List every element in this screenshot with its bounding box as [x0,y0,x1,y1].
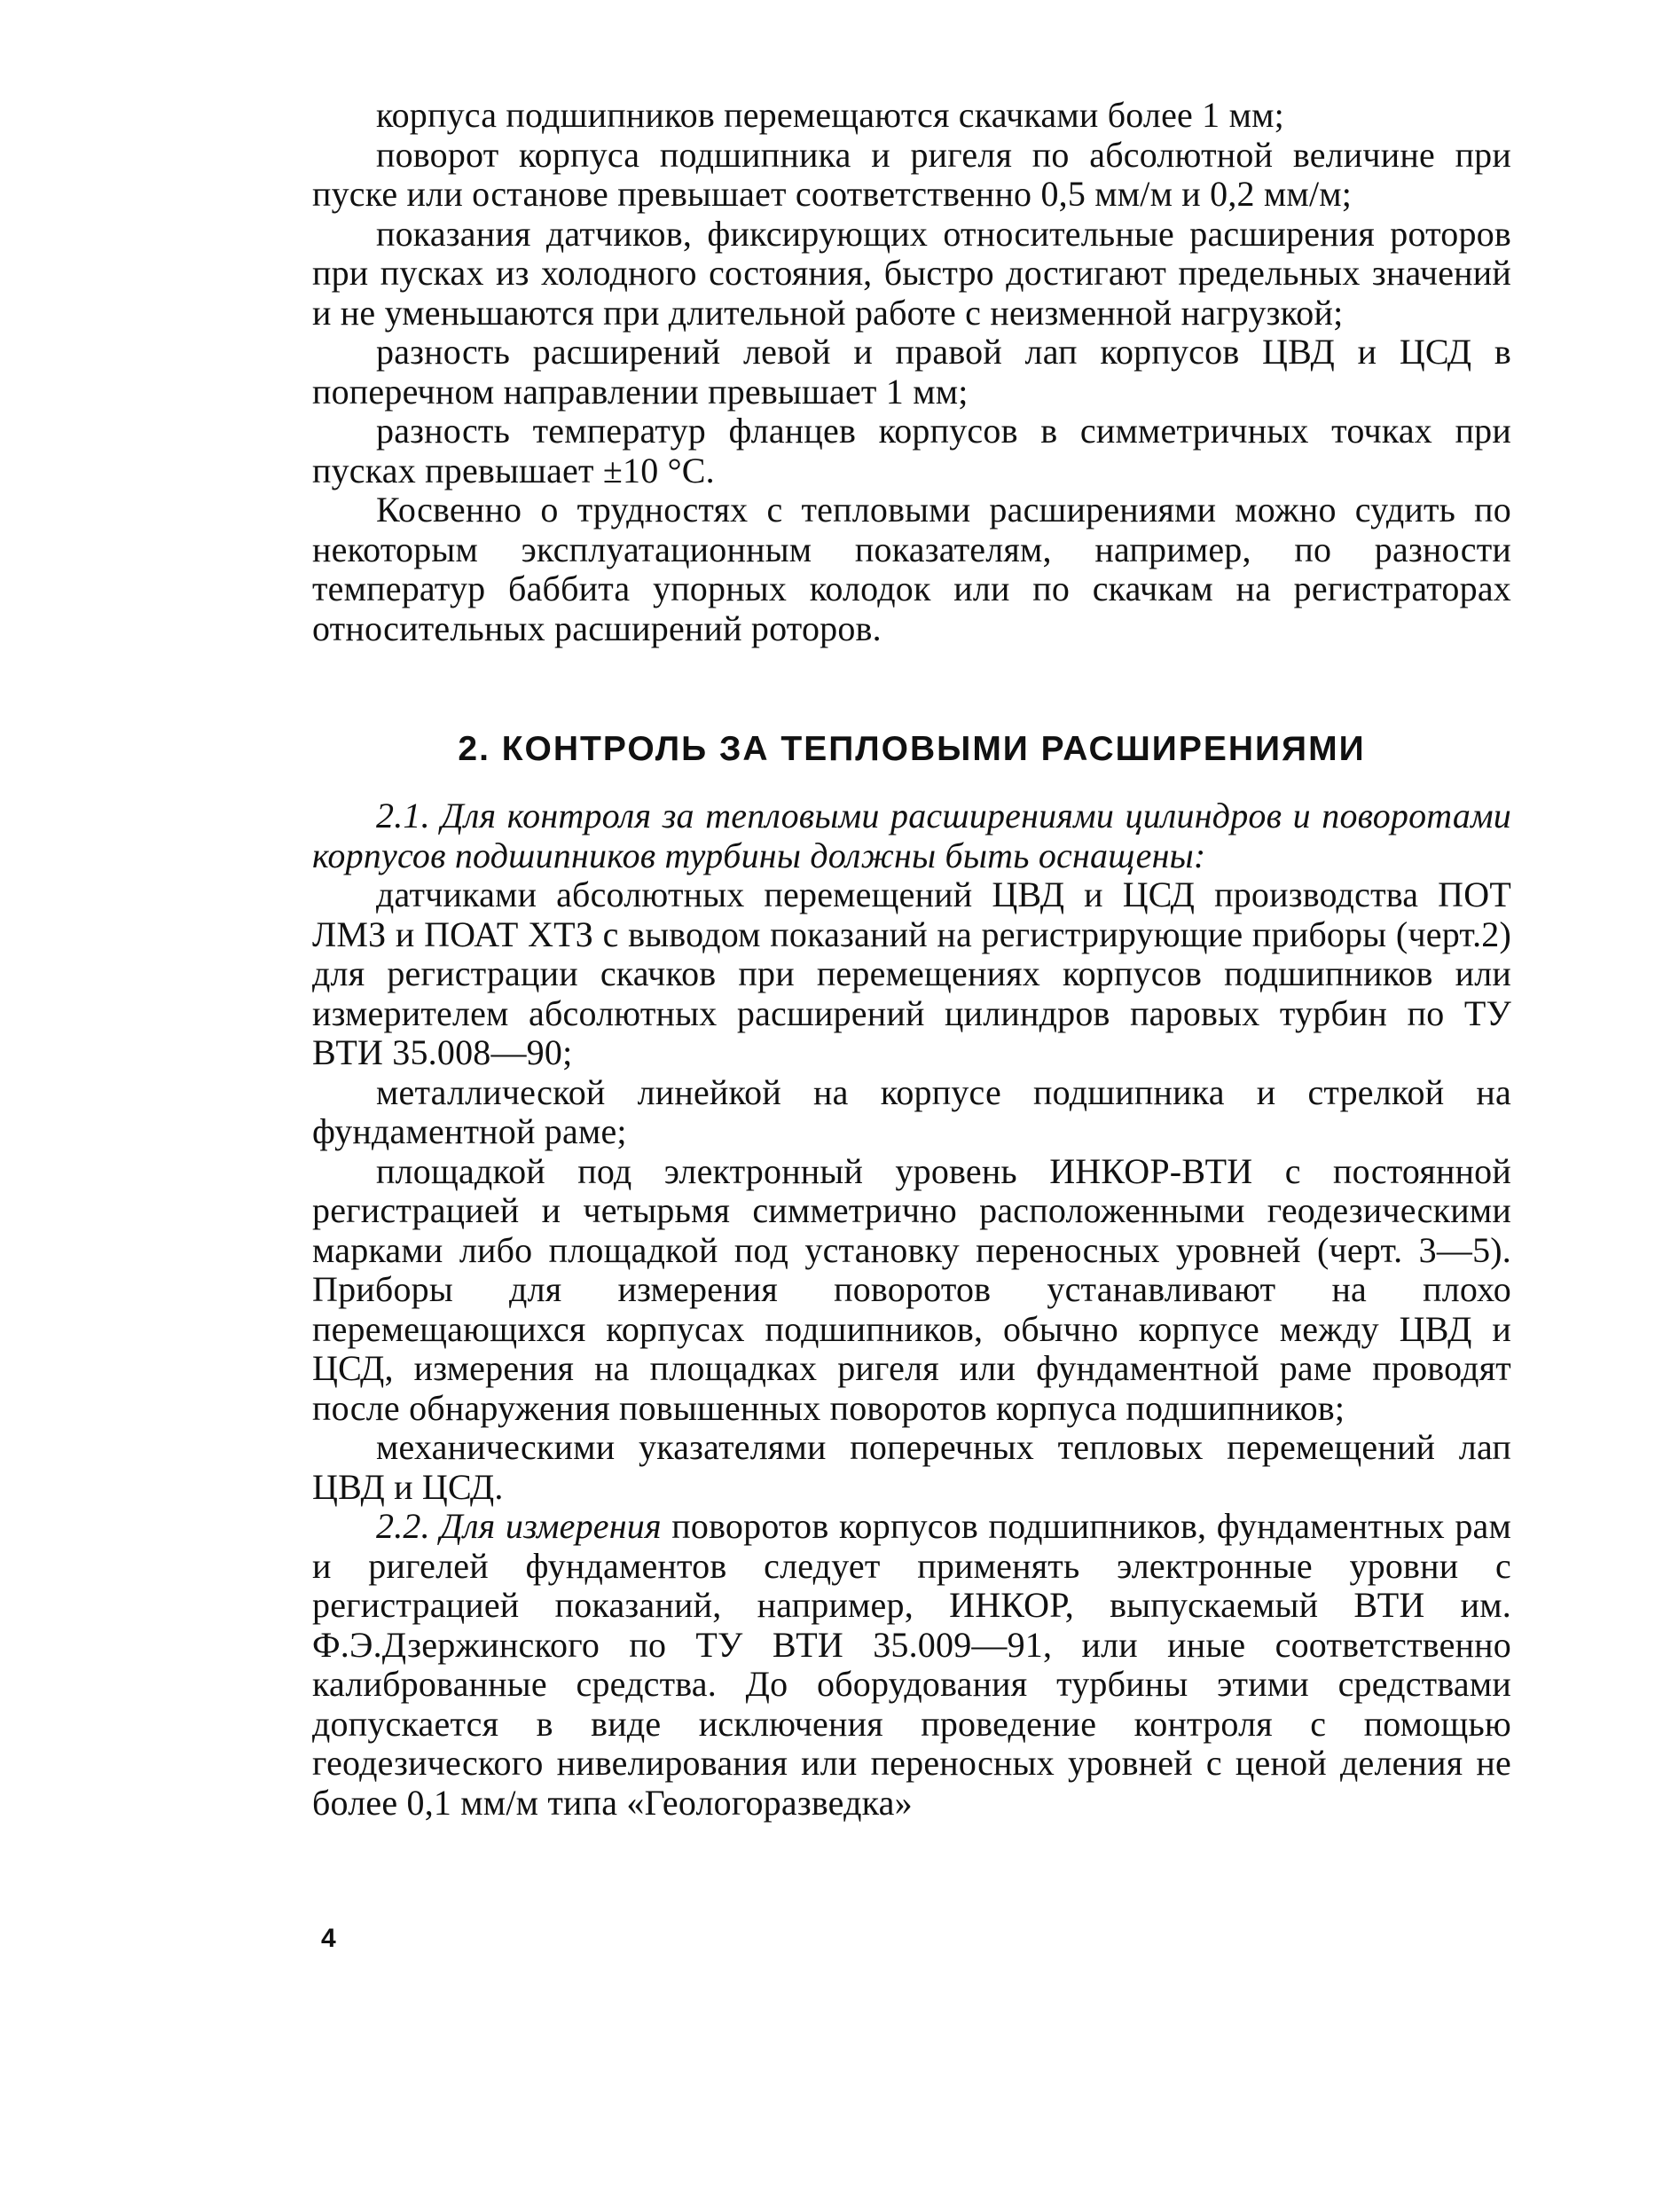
list-item-housing-jumps: корпуса подшипников перемещаются скачками более 1 мм; [376,95,1284,135]
text-column [312,96,1511,1823]
section-heading: 2. КОНТРОЛЬ ЗА ТЕПЛОВЫМИ РАСШИРЕНИЯМИ [458,730,1366,768]
clause-2-2-text: поворотов корпусов подшипников, фундаментных рам и ригелей фундаментов следует применять электронные уровни с регистрацией показаний, например, ИНКОР, выпускаемый ВТИ им. Ф.Э.Дзержинского по ТУ ВТИ 35.009—91, или иные соответственно калиброванные средства. До оборудования турбины этими средствами допускается в виде исключения проведение контроля с помощью геодезического нивелирования или переносных уровней с ценой деления не более 0,1 мм/м типа «Геологоразведка» [312,1506,1511,1823]
indirect-indicators-paragraph: Косвенно о трудностях с тепловыми расширениями можно судить по некоторым эксплуатационным показателям, например, по разности температур баббита упорных колодок или по скачкам на регистраторах относительных расширений роторов. [312,490,1511,648]
clause-2-1-item-level-platform: площадкой под электронный уровень ИНКОР-ВТИ с постоянной регистрацией и четырьмя симметрично расположенными геодезическими марками либо площадкой под установку переносных уровней (черт. 3—5). Приборы для измерения поворотов устанавливают на плохо перемещающихся корпусах подшипников, обычно корпусе между ЦВД и ЦСД, измерения на площадках ригеля или фундаментной раме проводят после обнаружения повышенных поворотов корпуса подшипников; [312,1150,1511,1428]
list-item-sensor-readings: показания датчиков, фиксирующих относительные расширения роторов при пусках из холодного состояния, быстро достигают предельных значений и не уменьшаются при длительной работе с неизменной нагрузкой; [312,213,1511,333]
page-number: 4 [321,1924,336,1953]
clause-2-2-italic-lead: 2.2. Для измерения [376,1506,662,1546]
list-item-flange-temperature: разность температур фланцев корпусов в симметричных точках при пусках превышает ±10 °С. [312,411,1511,490]
clause-2-2-paragraph [312,1507,1511,1823]
clause-2-1-item-pointers: механическими указателями поперечных тепловых перемещений лап ЦВД и ЦСД. [312,1427,1511,1507]
section-spacer [312,648,1511,727]
list-item-paw-expansion: разность расширений левой и правой лап корпусов ЦВД и ЦСД в поперечном направлении превышает 1 мм; [312,332,1511,412]
heading-spacer [312,772,1511,796]
clause-2-1-item-sensors: датчиками абсолютных перемещений ЦВД и ЦСД производства ПОТ ЛМЗ и ПОАТ ХТЗ с выводом показаний на регистрирующие приборы (черт.2) для регистрации скачков при перемещениях корпусов подшипников или измерителем абсолютных расширений цилиндров паровых турбин по ТУ ВТИ 35.008—90; [312,875,1511,1072]
clause-2-1-intro: 2.1. Для контроля за тепловыми расширениями цилиндров и поворотами корпусов подшипников турбины должны быть оснащены: [312,796,1511,875]
list-item-rotation-limit: поворот корпуса подшипника и ригеля по абсолютной величине при пуске или останове превышает соответственно 0,5 мм/м и 0,2 мм/м; [312,134,1511,214]
clause-2-1-item-ruler: металлической линейкой на корпусе подшипника и стрелкой на фундаментной раме; [312,1071,1511,1151]
